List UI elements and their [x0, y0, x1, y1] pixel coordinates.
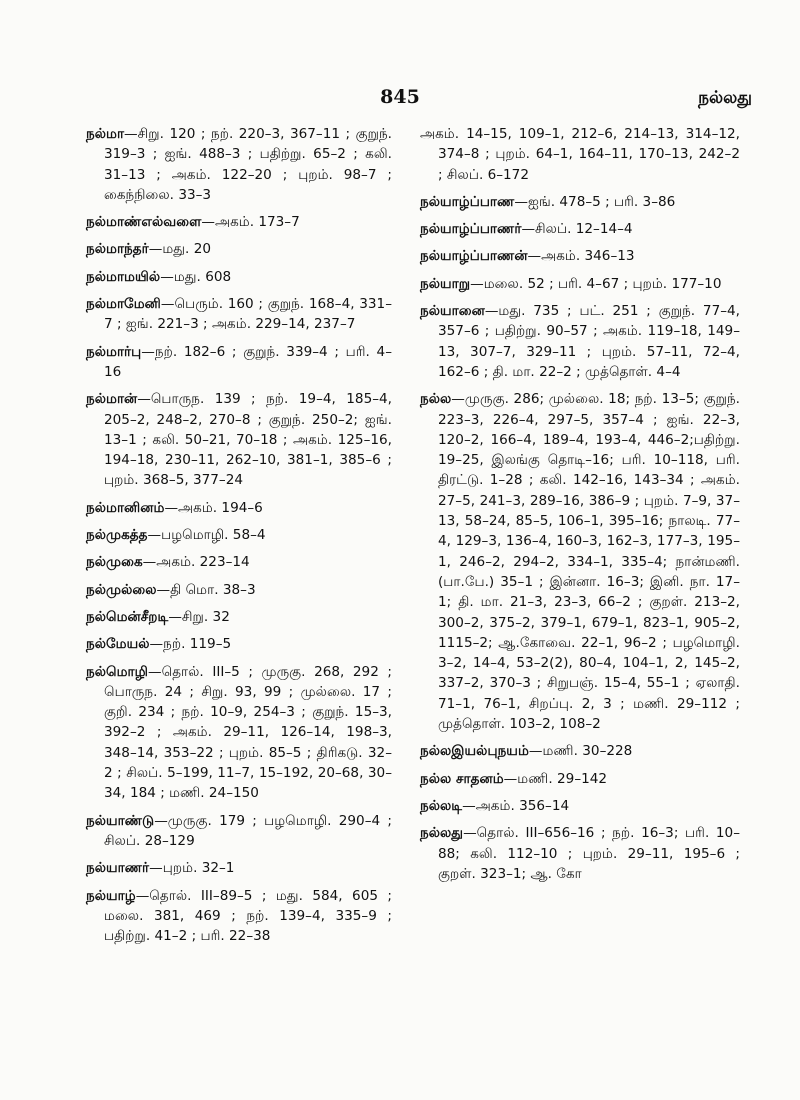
- entry-references: தொல். III–5 ; முருகு. 268, 292 ; பொருந. 24 ; சிறு. 93, 99 ; முல்லை. 17 ; குறி. 234 ; நற். 10–9, 254–3 ; குறுந். 15–3, 392–2 ; அகம். 29–11, 126–14, 198–3, 348–14, 353–22 ; புறம். 85–5 ; திரிகடு. 32–2 ; சிலப். 5–199, 11–7, 15–192, 20–68, 30–34, 184 ; மணி. 24–150: [104, 663, 392, 802]
- continued-entry: அகம். 14–15, 109–1, 212–6, 214–13, 314–12, 374–8 ; புறம். 64–1, 164–11, 170–13, 242–2 ; சிலப். 6–172: [420, 126, 740, 183]
- entry-separator: —: [160, 268, 174, 285]
- index-entry: [420, 796, 740, 816]
- left-column: [86, 124, 392, 953]
- index-entry: [420, 741, 740, 761]
- entry-headword: நல்மார்பு: [86, 343, 142, 360]
- index-entry: [86, 212, 392, 232]
- entry-separator: —: [147, 527, 162, 544]
- entry-separator: —: [503, 770, 518, 787]
- entry-headword: நல்மென்சீறடி: [86, 608, 169, 625]
- entry-headword: நல்ல சாதனம்: [420, 770, 504, 787]
- entry-separator: —: [168, 608, 182, 625]
- entry-separator: —: [142, 554, 157, 571]
- index-entry: [86, 886, 392, 947]
- entry-references: நற். 182–6 ; குறுந். 339–4 ; பரி. 4–16: [104, 343, 392, 380]
- entry-headword: நல்முகை: [86, 554, 143, 571]
- index-entry: [420, 769, 740, 789]
- index-entry: [420, 389, 740, 734]
- right-column-entries: [420, 192, 740, 884]
- entry-separator: —: [462, 797, 476, 814]
- entry-references: மது. 20: [162, 241, 211, 258]
- index-entry: [420, 274, 740, 294]
- entry-separator: —: [201, 214, 215, 231]
- entry-separator: —: [135, 887, 150, 904]
- entry-separator: —: [156, 581, 171, 598]
- entry-headword: நல்லஇயல்புநயம்: [420, 743, 529, 760]
- entry-separator: —: [528, 743, 543, 760]
- entry-references: தொல். III–656–16 ; நற். 16–3; பரி. 10–88; கலி. 112–10 ; புறம். 29–11, 195–6 ; குறள். 323–1; ஆ. கோ: [438, 825, 740, 882]
- right-column: [420, 124, 740, 891]
- index-entry: [420, 192, 740, 212]
- entry-references: பழமொழி. 58–4: [161, 527, 266, 544]
- entry-headword: நல்யாழ்ப்பாண: [420, 193, 515, 210]
- index-entry: [86, 580, 392, 600]
- entry-separator: —: [514, 193, 528, 210]
- index-entry: [86, 239, 392, 259]
- index-entry: [86, 294, 392, 335]
- entry-separator: —: [137, 391, 151, 408]
- index-entry: [420, 219, 740, 239]
- entry-separator: —: [124, 126, 138, 142]
- entry-headword: நல்முல்லை: [86, 581, 157, 598]
- entry-headword: நல்ல: [420, 391, 452, 408]
- entry-headword: நல்மாமயில்: [86, 268, 161, 285]
- entry-references: புறம். 32–1: [162, 860, 235, 877]
- entry-separator: —: [451, 391, 465, 408]
- entry-references: முருகு. 286; முல்லை. 18; நற். 13–5; குறுந். 223–3, 226–4, 297–5, 357–4 ; ஐங். 22–3, 120–2, 166–4, 189–4, 193–4, 446–2;பதிற்று. 19–25, இலங்கு தொடி–16; பரி. 10–118, பரி. திரட்டு. 1–28 ; கலி. 142–16, 143–34 ; அகம். 27–5, 241–3, 289–16, 386–9 ; புறம். 7–9, 37–13, 58–24, 85–5, 106–1, 395–16; நாலடி. 77–4, 129–3, 136–4, 160–3, 162–3, 177–3, 195–1, 246–2, 294–2, 334–1, 335–4; நான்மணி. (பா.பே.) 35–1 ; இன்னா. 16–3; இனி. நா. 17–1; தி. மா. 21–3, 23–3, 66–2 ; குறள். 213–2, 300–2, 375–2, 379–1, 679–1, 823–1, 905–2, 1115–2; ஆ.கோவை. 22–1, 96–2 ; பழமொழி. 3–2, 14–4, 53–2(2), 80–4, 104–1, 2, 145–2, 337–2, 370–3 ; சிறுபஞ். 15–4, 55–1 ; ஏலாதி. 71–1, 76–1, சிறப்பு. 2, 3 ; மணி. 29–112 ; முத்தொள். 103–2, 108–2: [438, 391, 740, 733]
- index-entry: [420, 246, 740, 266]
- entry-headword: நல்லது: [420, 825, 464, 842]
- entry-separator: —: [148, 663, 162, 680]
- entry-references: அகம். 356–14: [475, 797, 570, 814]
- index-entry: [420, 823, 740, 884]
- entry-references: பெரும். 160 ; குறுந். 168–4, 331–7 ; ஐங். 221–3 ; அகம். 229–14, 237–7: [104, 296, 392, 333]
- entry-references: மணி. 30–228: [542, 743, 633, 760]
- entry-separator: —: [463, 825, 477, 842]
- entry-separator: —: [160, 296, 175, 313]
- entry-headword: நல்யானை: [420, 303, 485, 320]
- entry-references: மது. 608: [173, 268, 232, 285]
- entry-separator: —: [527, 248, 542, 265]
- entry-headword: நல்மா: [86, 126, 125, 142]
- entry-headword: நல்யாழ்ப்பாணர்: [420, 221, 522, 238]
- entry-references: அகம். 194–6: [178, 499, 263, 516]
- index-entry: [86, 811, 392, 852]
- running-head: நல்லது: [698, 88, 752, 108]
- entry-headword: நல்மாமேனி: [86, 296, 161, 313]
- entry-separator: —: [154, 812, 168, 829]
- entry-references: பொருந. 139 ; நற். 19–4, 185–4, 205–2, 248–2, 270–8 ; குறுந். 250–2; ஐங். 13–1 ; கலி. 50–21, 70–18 ; அகம். 125–16, 194–18, 230–11, 262–10, 381–1, 385–6 ; புறம். 368–5, 377–24: [104, 391, 392, 489]
- index-entry: [86, 525, 392, 545]
- entry-references: சிலப். 12–14–4: [535, 221, 633, 238]
- entry-headword: நல்யாழ்ப்பாணன்: [420, 248, 528, 265]
- index-entry: [86, 662, 392, 804]
- entry-references: மணி. 29–142: [517, 770, 608, 787]
- entry-headword: நல்மானினம்: [86, 499, 165, 516]
- entry-headword: நல்முகத்த: [86, 527, 148, 544]
- entry-headword: நல்மொழி: [86, 663, 149, 680]
- entry-headword: நல்யாறு: [420, 275, 471, 292]
- index-entry: [86, 498, 392, 518]
- index-entry: [86, 124, 392, 205]
- entry-references: தி மொ. 38–3: [170, 581, 256, 598]
- entry-references: முருகு. 179 ; பழமொழி. 290–4 ; சிலப். 28–129: [104, 812, 392, 849]
- entry-separator: —: [149, 860, 163, 877]
- entry-references: அகம். 223–14: [156, 554, 250, 571]
- entry-headword: நல்யாண்டு: [86, 812, 155, 829]
- index-entry: [86, 858, 392, 878]
- entry-separator: —: [470, 275, 484, 292]
- entry-separator: —: [141, 343, 155, 360]
- index-entry: [86, 389, 392, 490]
- entry-headword: நல்மாண்எல்வளை: [86, 214, 202, 231]
- entry-separator: —: [149, 636, 164, 653]
- entry-references: நற். 119–5: [163, 636, 232, 653]
- entry-references: அகம். 173–7: [214, 214, 300, 231]
- entry-separator: —: [484, 303, 499, 320]
- entry-references: அகம். 346–13: [541, 248, 635, 265]
- index-entry: [86, 607, 392, 627]
- entry-references: மது. 735 ; பட். 251 ; குறுந். 77–4, 357–6 ; பதிற்று. 90–57 ; அகம். 119–18, 149–13, 307–7, 329–11 ; புறம். 57–11, 72–4, 162–6 ; தி. மா. 22–2 ; முத்தொள். 4–4: [438, 303, 740, 380]
- entry-headword: நல்மான்: [86, 391, 138, 408]
- index-entry: [420, 301, 740, 382]
- entry-references: சிறு. 120 ; நற். 220–3, 367–11 ; குறுந். 319–3 ; ஐங். 488–3 ; பதிற்று. 65–2 ; கலி. 31–13 ; அகம். 122–20 ; புறம். 98–7 ; கைந்நிலை. 33–3: [104, 126, 392, 203]
- index-entry: [86, 634, 392, 654]
- entry-separator: —: [521, 221, 536, 238]
- entry-headword: நல்லடி: [420, 797, 463, 814]
- entry-headword: நல்யாணர்: [86, 860, 150, 877]
- entry-headword: நல்மாந்தர்: [86, 241, 149, 258]
- index-entry: [86, 342, 392, 383]
- entry-headword: நல்யாழ்: [86, 887, 136, 904]
- page-number: 845: [380, 86, 420, 108]
- entry-headword: நல்மேயல்: [86, 636, 150, 653]
- entry-references: மலை. 52 ; பரி. 4–67 ; புறம். 177–10: [483, 275, 722, 292]
- entry-separator: —: [148, 241, 163, 258]
- entry-references: ஐங். 478–5 ; பரி. 3–86: [527, 193, 676, 210]
- index-entry: [86, 552, 392, 572]
- index-entry: [86, 267, 392, 287]
- entry-references: சிறு. 32: [181, 608, 230, 625]
- entry-separator: —: [164, 499, 179, 516]
- entry-references: தொல். III–89–5 ; மது. 584, 605 ; மலை. 381, 469 ; நற். 139–4, 335–9 ; பதிற்று. 41–2 ; பரி. 22–38: [104, 887, 392, 945]
